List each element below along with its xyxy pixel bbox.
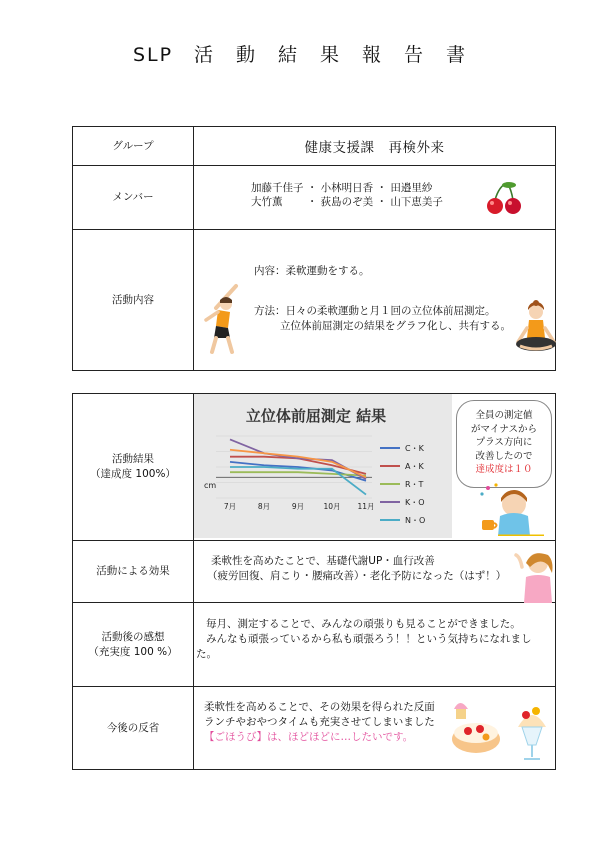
chart-ylabel: cm [204,481,217,490]
activity-cell [194,230,556,371]
group-value: 健康支援課 再検外来 [304,140,445,156]
impression-line-2: みんなも頑張っているから私も頑張ろう！！という気持ちになれまし [206,633,532,645]
effect-label: 活動による効果 [73,541,194,603]
chart-x-tick-label: 8月 [257,502,271,511]
result-label-line-2: （達成度 100%） [90,468,176,480]
bubble-line-2: がマイナスから [471,423,537,435]
bubble-line-4: 改善したので [475,450,533,462]
activity-content: 内容：柔軟運動をする。 [254,265,370,277]
effect-cell [194,541,556,603]
cherry-icon [485,180,523,216]
result-speech-bubble [456,400,552,488]
reflection-line-3: 【ごほうび】は、ほどほどに…したいです。 [204,731,414,743]
members-label: メンバー [73,166,194,230]
result-label [73,394,194,541]
chart-legend-label: A・K [405,462,424,471]
reflection-cell [194,687,556,770]
reflection-line-2: ランチやおやつタイムも充実させてしまいました [204,716,435,728]
page-title: SLP 活 動 結 果 報 告 書 [132,44,468,66]
impression-label-line-1: 活動後の感想 [101,630,165,643]
members-cell [194,166,556,230]
bubble-line-3: プラス方向に [475,437,533,448]
meditating-woman-illustration [512,298,560,362]
bubble-line-1: 全員の測定値 [475,410,533,421]
result-cell [194,394,556,541]
group-cell [194,127,556,166]
chart-series-line-4 [230,439,366,479]
activity-info-table [72,126,556,371]
effect-line-2: （疲労回復、肩こり・腰痛改善）・老化予防になった（はず！） [207,570,507,582]
activity-label: 活動内容 [73,230,194,371]
activity-method-line-1: 方法：日々の柔軟運動と月１回の立位体前屈測定。 [254,305,496,317]
chart-x-tick-label: 9月 [291,502,305,511]
activity-result-table [72,393,556,770]
chart-x-tick-label: 7月 [223,502,237,511]
chart-series-line-5 [230,467,366,495]
impression-label-line-2: （充実度 100 %） [88,645,178,658]
result-label-line-1: 活動結果 [112,453,154,465]
impression-cell [194,603,556,687]
reflection-label: 今後の反省 [73,687,194,770]
reflection-line-1: 柔軟性を高めることで、その効果を得られた反面 [204,701,435,713]
group-label: グループ [73,127,194,166]
chart-title: 立位体前屈測定 結果 [245,407,387,425]
impression-line-1: 毎月、測定することで、みんなの頑張りも見ることができました。 [206,618,521,630]
chart-legend-label: R・T [405,480,424,489]
chart-svg [194,394,452,538]
result-chart [194,394,452,538]
girl-with-cup-illustration [474,482,550,536]
dessert-illustration [446,693,554,763]
chart-legend-label: K・O [405,498,425,507]
activity-method-line-2: 立位体前屈測定の結果をグラフ化し、共有する。 [280,320,511,332]
chart-legend-label: N・O [405,516,426,525]
effect-line-1: 柔軟性を高めたことで、基礎代謝UP・血行改善 [211,555,435,567]
chart-legend-label: C・K [405,444,424,453]
impression-line-3: た。 [196,648,217,660]
bubble-line-5: 達成度は１０ [475,464,533,475]
members-line-2: 大竹薫 ・ 荻島のぞ美 ・ 山下恵美子 [251,196,443,208]
stretching-woman-illustration [200,282,246,354]
members-line-1: 加藤千佳子 ・ 小林明日香 ・ 田邉里紗 [251,182,433,194]
chart-x-tick-label: 11月 [357,502,375,511]
chart-series-line-3 [230,472,366,475]
chart-x-tick-label: 10月 [323,502,341,511]
impression-label [73,603,194,687]
